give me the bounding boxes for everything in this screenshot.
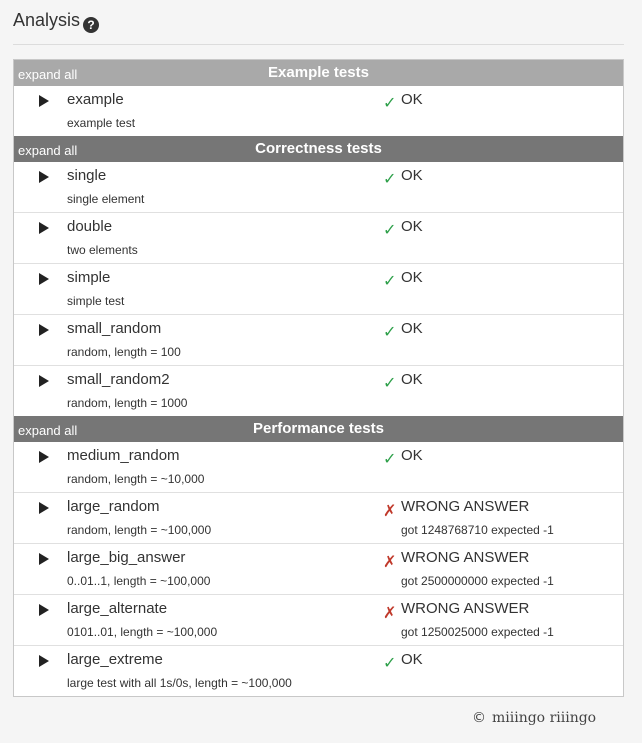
test-name: single — [67, 167, 107, 184]
test-description: simple test — [67, 294, 125, 308]
test-description: random, length = 1000 — [67, 396, 188, 410]
test-row[interactable] — [14, 442, 623, 492]
expand-arrow-icon[interactable] — [39, 655, 49, 667]
cross-icon: ✗ — [383, 554, 397, 571]
group-title: Performance tests — [253, 420, 384, 437]
expand-arrow-icon[interactable] — [39, 222, 49, 234]
test-result: OK — [401, 447, 423, 464]
test-row[interactable] — [14, 365, 623, 416]
test-name: large_random — [67, 498, 160, 515]
expand-all-link[interactable]: expand all — [18, 143, 78, 158]
expand-arrow-icon[interactable] — [39, 553, 49, 565]
test-description: 0101..01, length = ~100,000 — [67, 625, 218, 639]
tests-table — [13, 59, 624, 697]
logo-text: miiingo riiingo — [492, 710, 597, 726]
test-name: double — [67, 218, 113, 235]
footer-logo — [472, 710, 596, 726]
expand-arrow-icon[interactable] — [39, 171, 49, 183]
test-result: OK — [401, 651, 423, 668]
test-result: WRONG ANSWER — [401, 549, 530, 566]
test-description: random, length = ~10,000 — [67, 472, 205, 486]
test-name: medium_random — [67, 447, 180, 464]
test-result: OK — [401, 91, 423, 108]
test-name: large_extreme — [67, 651, 163, 668]
test-row[interactable] — [14, 162, 623, 212]
group-header — [14, 136, 623, 162]
expand-all-link[interactable]: expand all — [18, 67, 78, 82]
expand-arrow-icon[interactable] — [39, 95, 49, 107]
expand-arrow-icon[interactable] — [39, 502, 49, 514]
expand-arrow-icon[interactable] — [39, 273, 49, 285]
expand-arrow-icon[interactable] — [39, 451, 49, 463]
test-row[interactable] — [14, 492, 623, 543]
test-description: 0..01..1, length = ~100,000 — [67, 574, 211, 588]
analysis-title: Analysis — [13, 10, 81, 30]
check-icon: ✓ — [383, 95, 397, 112]
cross-icon: ✗ — [383, 605, 397, 622]
check-icon: ✓ — [383, 273, 397, 290]
group-title: Correctness tests — [255, 140, 382, 157]
test-description: large test with all 1s/0s, length = ~100,000 — [67, 676, 292, 690]
test-row[interactable] — [14, 263, 623, 314]
test-row[interactable] — [14, 543, 623, 594]
expand-arrow-icon[interactable] — [39, 375, 49, 387]
expand-arrow-icon[interactable] — [39, 324, 49, 336]
test-result: WRONG ANSWER — [401, 498, 530, 515]
test-result: OK — [401, 167, 423, 184]
test-name: large_alternate — [67, 600, 168, 617]
test-row[interactable] — [14, 212, 623, 263]
analysis-header — [13, 6, 624, 45]
check-icon: ✓ — [383, 655, 397, 672]
test-description: random, length = ~100,000 — [67, 523, 212, 537]
test-name: simple — [67, 269, 111, 286]
test-result: OK — [401, 371, 423, 388]
test-description: two elements — [67, 243, 138, 257]
test-name: example — [67, 91, 124, 108]
test-description: single element — [67, 192, 145, 206]
check-icon: ✓ — [383, 451, 397, 468]
result-detail: got 1248768710 expected -1 — [401, 523, 554, 537]
test-name: small_random2 — [67, 371, 170, 388]
test-result: OK — [401, 269, 423, 286]
group-header — [14, 60, 623, 86]
check-icon: ✓ — [383, 222, 397, 239]
question-mark-icon[interactable]: ? — [83, 17, 99, 33]
group-header — [14, 416, 623, 442]
test-result: OK — [401, 320, 423, 337]
test-row[interactable] — [14, 86, 623, 136]
check-icon: ✓ — [383, 324, 397, 341]
expand-all-link[interactable]: expand all — [18, 423, 78, 438]
test-row[interactable] — [14, 314, 623, 365]
result-detail: got 1250025000 expected -1 — [401, 625, 554, 639]
test-description: example test — [67, 116, 136, 130]
test-name: large_big_answer — [67, 549, 186, 566]
cross-icon: ✗ — [383, 503, 397, 520]
expand-arrow-icon[interactable] — [39, 604, 49, 616]
check-icon: ✓ — [383, 171, 397, 188]
result-detail: got 2500000000 expected -1 — [401, 574, 554, 588]
test-result: OK — [401, 218, 423, 235]
test-row[interactable] — [14, 594, 623, 645]
check-icon: ✓ — [383, 375, 397, 392]
test-name: small_random — [67, 320, 162, 337]
group-title: Example tests — [268, 64, 369, 81]
test-row[interactable] — [14, 645, 623, 696]
copyright-icon: © — [472, 710, 486, 726]
test-result: WRONG ANSWER — [401, 600, 530, 617]
test-description: random, length = 100 — [67, 345, 181, 359]
